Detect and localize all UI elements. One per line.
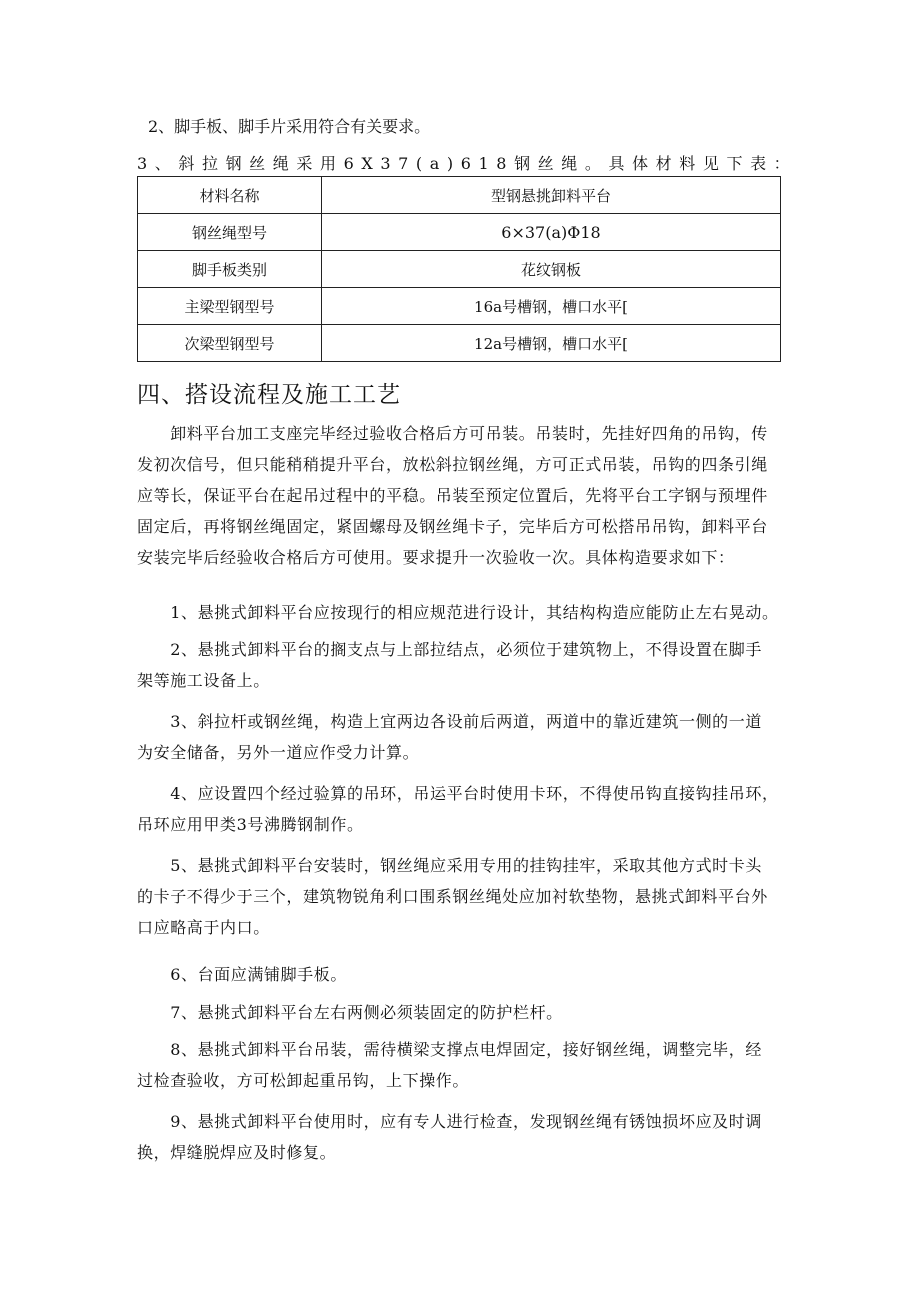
paragraph-line: 7、悬挑式卸料平台左右两侧必须装固定的防护栏杆。 xyxy=(137,1003,563,1022)
table-cell-label: 主梁型钢型号 xyxy=(138,288,322,325)
paragraph-line: 为安全储备，另外一道应作受力计算。 xyxy=(137,743,420,762)
paragraph-line: 应等长，保证平台在起吊过程中的平稳。吊装至预定位置后，先将平台工字钢与预埋件 xyxy=(137,486,768,505)
paragraph-line: 3、斜拉杆或钢丝绳，构造上宜两边各设前后两道，两道中的靠近建筑一侧的一道 xyxy=(137,712,762,731)
list-item xyxy=(137,997,787,1028)
table-cell-label: 脚手板类别 xyxy=(138,251,322,288)
paragraph-line: 口应略高于内口。 xyxy=(137,918,270,937)
intro-line-2: 2、脚手板、脚手片采用符合有关要求。 xyxy=(148,117,431,136)
paragraph-line: 9、悬挑式卸料平台使用时，应有专人进行检查，发现钢丝绳有锈蚀损坏应及时调 xyxy=(137,1112,762,1131)
list-item xyxy=(137,634,787,696)
table-row xyxy=(138,288,781,325)
table-row xyxy=(138,177,781,214)
intro-line-3: 3、斜拉钢丝绳采用6X37(a)618钢丝绳。具体材料见下表： xyxy=(137,154,798,173)
table-cell-label: 次梁型钢型号 xyxy=(138,325,322,362)
list-item xyxy=(137,1106,787,1168)
paragraph-line: 固定后，再将钢丝绳固定，紧固螺母及钢丝绳卡子，完毕后方可松搭吊吊钩，卸料平台 xyxy=(137,517,768,536)
intro-paragraph xyxy=(137,418,787,573)
paragraph-line: 换，焊缝脱焊应及时修复。 xyxy=(137,1143,337,1162)
table-cell-value: 12a号槽钢，槽口水平[ xyxy=(322,325,781,362)
table-cell-value: 花纹钢板 xyxy=(322,251,781,288)
list-item xyxy=(137,778,787,840)
paragraph-line: 架等施工设备上。 xyxy=(137,671,270,690)
paragraph-line: 8、悬挑式卸料平台吊装，需待横梁支撑点电焊固定，接好钢丝绳，调整完毕，经 xyxy=(137,1040,762,1059)
paragraph-line: 2、悬挑式卸料平台的搁支点与上部拉结点，必须位于建筑物上，不得设置在脚手 xyxy=(137,640,762,659)
paragraph-line: 4、应设置四个经过验算的吊环，吊运平台时使用卡环，不得使吊钩直接钩挂吊环， xyxy=(137,784,779,803)
paragraph-line: 安装完毕后经验收合格后方可使用。要求提升一次验收一次。具体构造要求如下： xyxy=(137,548,735,567)
table-row xyxy=(138,214,781,251)
table-row xyxy=(138,251,781,288)
section-heading: 四、搭设流程及施工工艺 xyxy=(137,382,401,408)
paragraph-line: 吊环应用甲类3号沸腾钢制作。 xyxy=(137,815,364,834)
list-item xyxy=(137,597,787,628)
paragraph-line: 1、悬挑式卸料平台应按现行的相应规范进行设计，其结构构造应能防止左右晃动。 xyxy=(137,603,779,622)
paragraph-line: 过检查验收，方可松卸起重吊钩，上下操作。 xyxy=(137,1071,470,1090)
paragraph-line: 5、悬挑式卸料平台安装时，钢丝绳应采用专用的挂钩挂牢，采取其他方式时卡头 xyxy=(137,856,762,875)
list-item xyxy=(137,959,787,990)
table-cell-value: 6×37(a)Φ18 xyxy=(322,214,781,251)
table-row xyxy=(138,325,781,362)
paragraph-line: 发初次信号，但只能稍稍提升平台，放松斜拉钢丝绳，方可正式吊装，吊钩的四条引绳 xyxy=(137,455,768,474)
table-cell-value: 型钢悬挑卸料平台 xyxy=(322,177,781,214)
paragraph-line: 的卡子不得少于三个，建筑物锐角利口围系钢丝绳处应加衬软垫物，悬挑式卸料平台外 xyxy=(137,887,768,906)
materials-table xyxy=(137,176,781,362)
table-cell-value: 16a号槽钢，槽口水平[ xyxy=(322,288,781,325)
table-cell-label: 材料名称 xyxy=(138,177,322,214)
list-item xyxy=(137,706,787,768)
list-item xyxy=(137,850,787,943)
list-item xyxy=(137,1034,787,1096)
paragraph-line: 6、台面应满铺脚手板。 xyxy=(137,965,347,984)
table-cell-label: 钢丝绳型号 xyxy=(138,214,322,251)
paragraph-line: 卸料平台加工支座完毕经过验收合格后方可吊装。吊装时，先挂好四角的吊钩，传 xyxy=(137,424,768,443)
